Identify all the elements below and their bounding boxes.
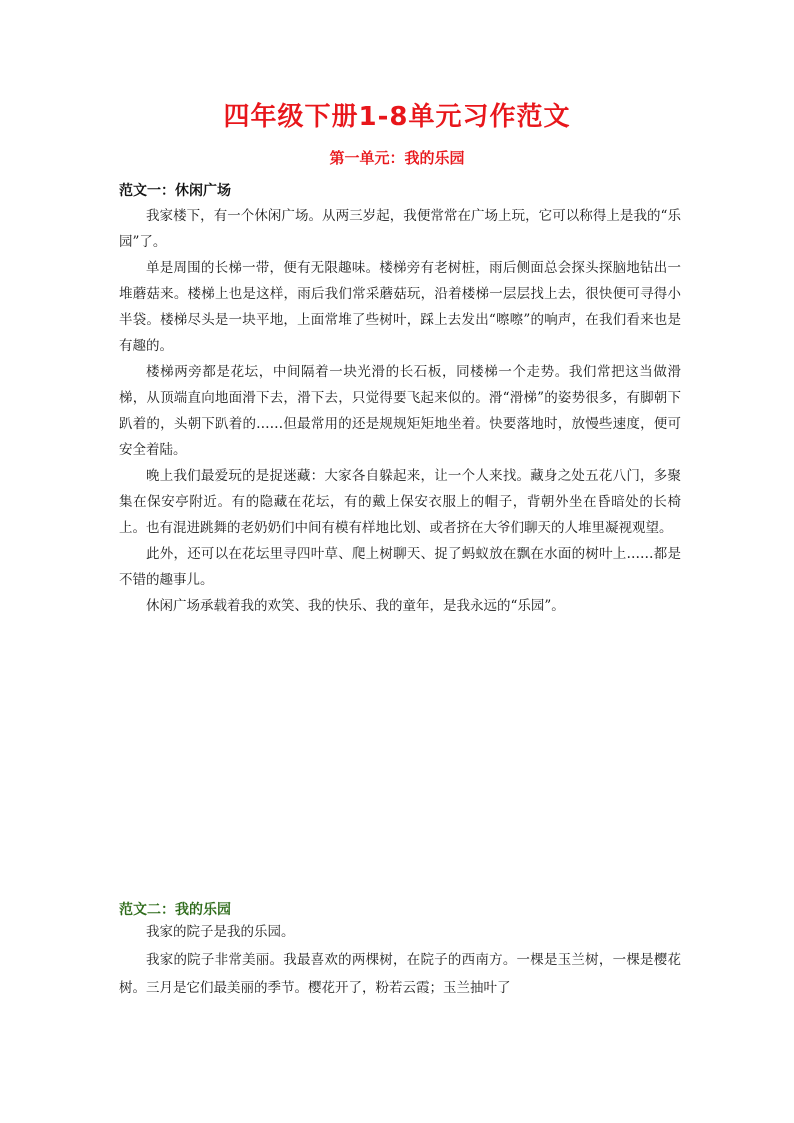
essay1-title: 范文一：休闲广场 [119,183,231,199]
paragraph: 休闲广场承载着我的欢笑、我的快乐、我的童年，是我永远的“乐园”。 [146,598,565,614]
paragraph: 我家的院子是我的乐园。 [146,924,295,940]
paragraph: 楼梯两旁都是花坛，中间隔着一块光滑的长石板，同楼梯一个走势。我们常把这当做滑梯，从顶端直向地面滑下去，滑下去，只觉得要飞起来似的。滑“滑梯”的姿势很多，有脚朝下趴着的，头朝下趴着的……但最常用的还是规规矩矩地坐着。快要落地时，放慢些速度，便可安全着陆。 [119,364,681,458]
paragraph: 我家的院子非常美丽。我最喜欢的两棵树，在院子的西南方。一棵是玉兰树，一棵是樱花树。三月是它们最美丽的季节。樱花开了，粉若云霞；玉兰抽叶了 [119,952,681,996]
paragraph: 我家楼下，有一个休闲广场。从两三岁起，我便常常在广场上玩，它可以称得上是我的“乐园”了。 [119,208,681,250]
document-title: 四年级下册1-8单元习作范文 [223,102,571,132]
paragraph: 晚上我们最爱玩的是捉迷藏：大家各自躲起来，让一个人来找。藏身之处五花八门，多聚集在保安亭附近。有的隐藏在花坛，有的戴上保安衣服上的帽子，背朝外坐在昏暗处的长椅上。也有混进跳舞的老奶奶们中间有模有样地比划、或者挤在大爷们聊天的人堆里凝视观望。 [119,468,681,536]
essay1-body [119,203,681,619]
essay2-title: 范文二：我的乐园 [119,902,231,918]
unit-heading: 第一单元：我的乐园 [329,149,465,167]
paragraph: 单是周围的长梯一带，便有无限趣味。楼梯旁有老树桩，雨后侧面总会探头探脑地钻出一堆蘑菇来。楼梯上也是这样，雨后我们常采蘑菇玩，沿着楼梯一层层找上去，很快便可寻得小半袋。楼梯尽头是一块平地，上面常堆了些树叶，踩上去发出“嚓嚓”的响声，在我们看来也是有趣的。 [119,260,681,354]
essay2-body [119,918,681,1002]
paragraph: 此外，还可以在花坛里寻四叶草、爬上树聊天、捉了蚂蚁放在飘在水面的树叶上……都是不错的趣事儿。 [119,546,681,588]
